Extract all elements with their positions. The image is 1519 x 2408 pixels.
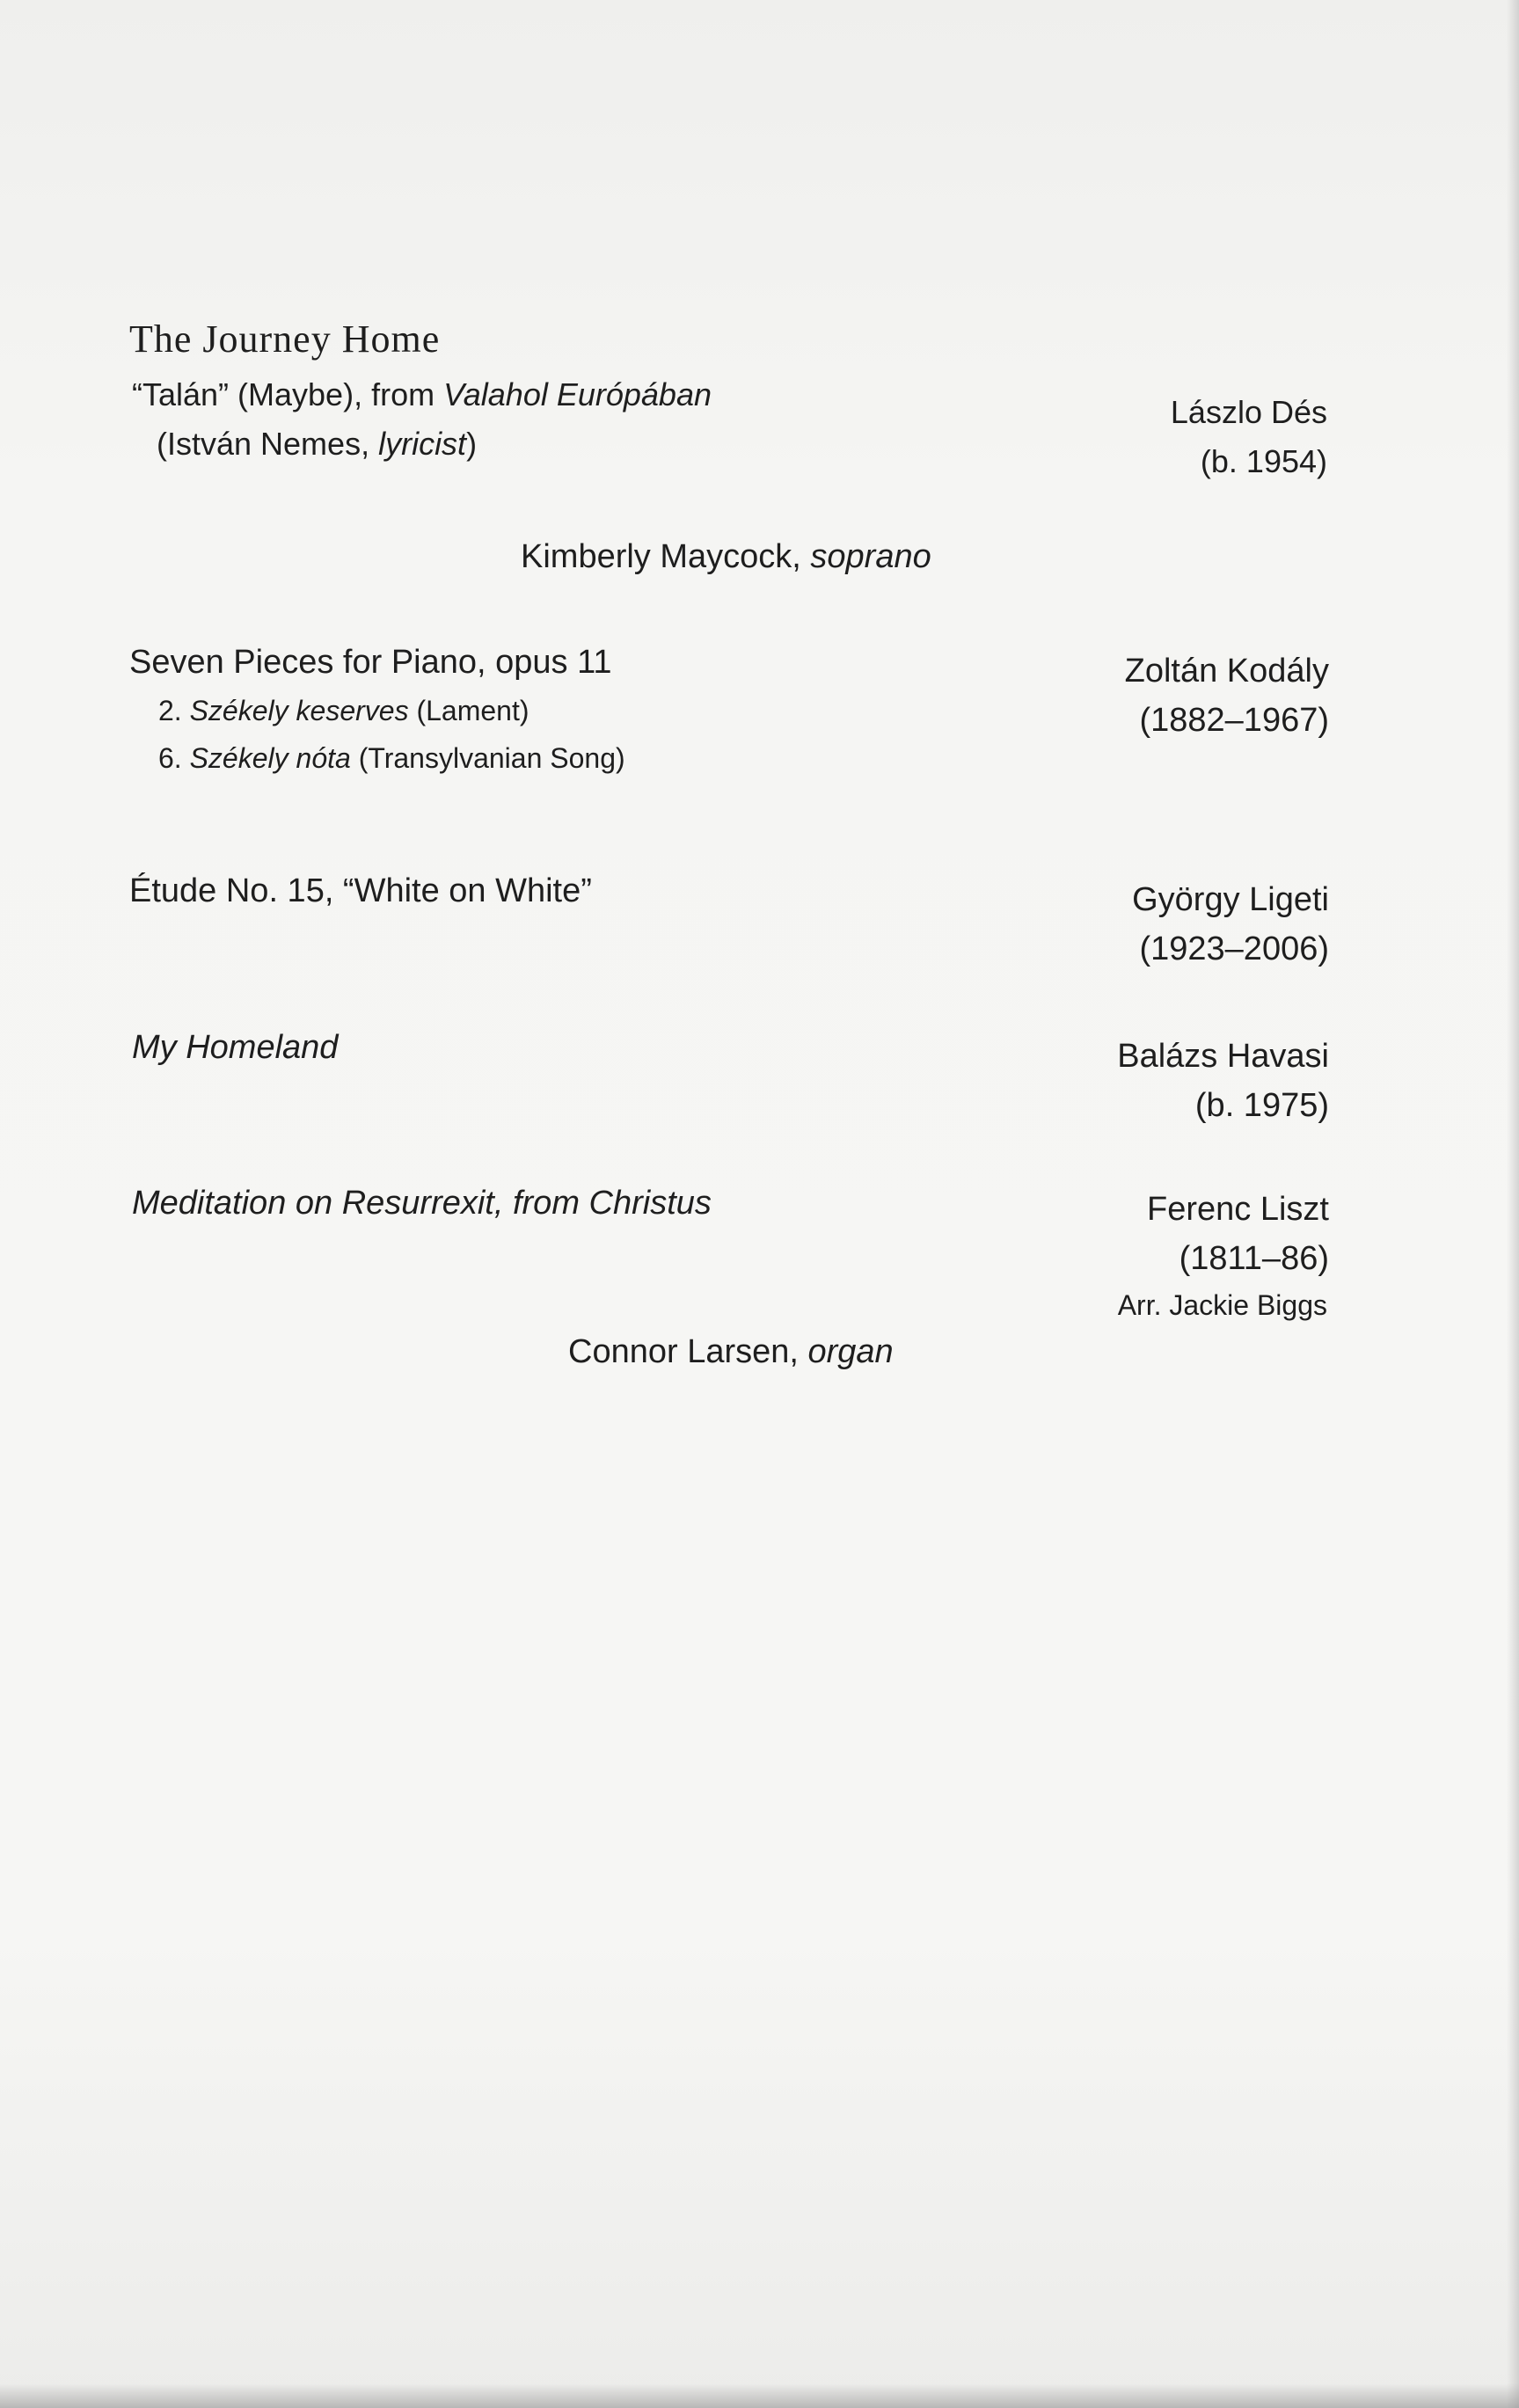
section-title: The Journey Home bbox=[129, 317, 441, 361]
composer-ligeti-dates: (1923–2006) bbox=[1139, 930, 1329, 967]
page-edge-shadow bbox=[1507, 0, 1519, 2408]
lyricist-credit: (István Nemes, lyricist) bbox=[157, 426, 478, 462]
movement-2: 2. Székely keserves (Lament) bbox=[158, 695, 529, 726]
work-title-havasi: My Homeland bbox=[132, 1029, 339, 1066]
composer-havasi-dates: (b. 1975) bbox=[1194, 1087, 1329, 1124]
performer-organ: Connor Larsen, organ bbox=[568, 1333, 894, 1370]
work-title-ligeti: Étude No. 15, “White on White” bbox=[129, 872, 592, 909]
composer-kodaly: Zoltán Kodály bbox=[1124, 653, 1329, 690]
performer-soprano: Kimberly Maycock, soprano bbox=[521, 538, 931, 575]
work-title-talan: “Talán” (Maybe), from Valahol Európában bbox=[132, 376, 712, 412]
composer-havasi: Balázs Havasi bbox=[1117, 1038, 1329, 1075]
arranger-credit: Arr. Jackie Biggs bbox=[1117, 1289, 1327, 1321]
movement-6: 6. Székely nóta (Transylvanian Song) bbox=[158, 742, 625, 774]
composer-kodaly-dates: (1882–1967) bbox=[1139, 702, 1329, 739]
composer-des: Lászlo Dés bbox=[1170, 394, 1327, 430]
composer-liszt-dates: (1811–86) bbox=[1179, 1240, 1329, 1277]
composer-liszt: Ferenc Liszt bbox=[1147, 1191, 1329, 1228]
page-bottom-shadow bbox=[0, 2383, 1519, 2408]
composer-des-dates: (b. 1954) bbox=[1200, 443, 1327, 479]
work-title-liszt: Meditation on Resurrexit, from Christus bbox=[132, 1185, 712, 1222]
work-title-kodaly: Seven Pieces for Piano, opus 11 bbox=[129, 644, 612, 681]
composer-ligeti: György Ligeti bbox=[1132, 881, 1329, 918]
